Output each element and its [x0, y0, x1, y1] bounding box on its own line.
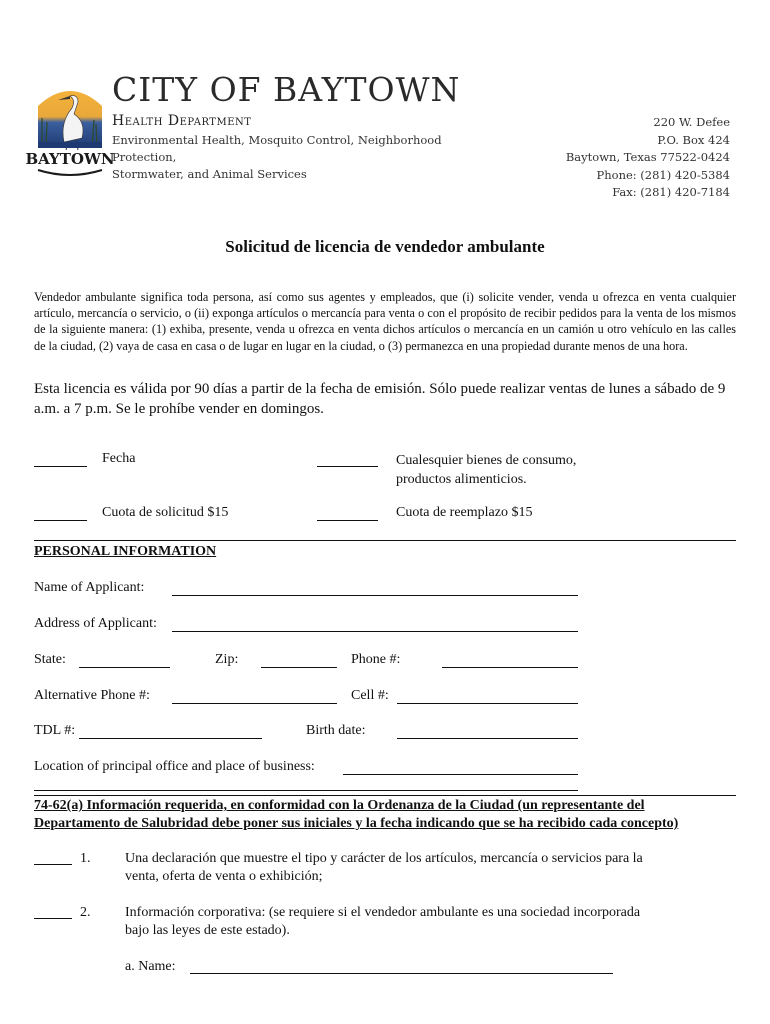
zip-label: Zip:	[215, 652, 239, 667]
alt-phone-field[interactable]	[172, 703, 337, 704]
cuota-label: Cuota de solicitud $15	[102, 505, 229, 520]
item-1-line-1: Una declaración que muestre el tipo y carácter de los artículos, mercancía o servicios para la	[125, 851, 643, 866]
bienes-line-1: Cualesquier bienes de consumo,	[396, 453, 577, 468]
name-label: Name of Applicant:	[34, 580, 145, 595]
cuota-blank[interactable]	[34, 520, 87, 521]
location-label: Location of principal office and place of business:	[34, 759, 315, 774]
baytown-logo	[25, 78, 115, 184]
phone-field[interactable]	[442, 667, 578, 668]
address-fax: Fax: (281) 420-7184	[612, 185, 730, 199]
location-field-2[interactable]	[34, 790, 578, 791]
fecha-blank[interactable]	[34, 466, 87, 467]
ordinance-line-1: 74-62(a) Información requerida, en conformidad con la Ordenanza de la Ciudad (un representante del	[34, 798, 645, 813]
item-1-line-2: venta, oferta de venta o exhibición;	[125, 869, 323, 884]
address-label: Address of Applicant:	[34, 616, 157, 631]
city-name: CITY OF BAYTOWN	[112, 70, 461, 109]
birth-label: Birth date:	[306, 723, 366, 738]
item-1-number: 1.	[80, 851, 91, 866]
phone-label: Phone #:	[351, 652, 401, 667]
item-1-initials[interactable]	[34, 864, 72, 865]
item-2-text	[125, 904, 725, 940]
bienes-label	[396, 451, 576, 489]
address-street: 220 W. Defee	[653, 115, 730, 129]
form-title: Solicitud de licencia de vendedor ambulante	[225, 237, 545, 256]
section-divider	[34, 540, 736, 541]
bienes-line-2: productos alimenticios.	[396, 472, 527, 487]
logo-text: BAYTOWN	[25, 150, 115, 168]
sub-a-label: a. Name:	[125, 959, 176, 974]
intro-paragraph: Vendedor ambulante significa toda persona, así como sus agentes y empleados, que (i) solicite vender, venda u ofrezca en venta cualquier artículo, mercancía o servicio, o (ii) exponga artículos o mercancía para venta o con el propósito de recibir pedidos para la venta de los mismos de la siguiente manera: (1) exhiba, presente, venda u ofrezca en venta dichos artículos o mercancía en un camión u otro vehículo en las calles de la ciudad, (2) vaya de casa en casa o de lugar en lugar en la ciudad, o (3) permanezca en una propiedad durante menos de una hora.	[34, 290, 736, 353]
sub-a-name-field[interactable]	[190, 973, 613, 974]
validity-paragraph: Esta licencia es válida por 90 días a partir de la fecha de emisión. Sólo puede realizar ventas de lunes a sábado de 9 a.m. a 7 p.m. Se le prohíbe vender en domingos.	[34, 381, 726, 417]
personal-info-heading: PERSONAL INFORMATION	[34, 544, 217, 559]
address-po-box: P.O. Box 424	[657, 132, 730, 147]
department-name: Health Department	[112, 113, 252, 129]
services-line-2: Stormwater, and Animal Services	[112, 167, 307, 181]
ordinance-heading	[34, 797, 736, 833]
name-field[interactable]	[172, 595, 578, 596]
location-field[interactable]	[343, 774, 578, 775]
ordinance-divider	[34, 795, 736, 796]
ordinance-line-2: Departamento de Salubridad debe poner sus iniciales y la fecha indicando que se ha recibido cada concepto)	[34, 816, 679, 831]
reemplazo-label: Cuota de reemplazo $15	[396, 505, 533, 520]
tdl-field[interactable]	[79, 738, 262, 739]
item-1-text	[125, 850, 725, 886]
state-field[interactable]	[79, 667, 170, 668]
alt-phone-label: Alternative Phone #:	[34, 688, 150, 703]
address-field[interactable]	[172, 631, 578, 632]
bienes-blank[interactable]	[317, 466, 378, 467]
reemplazo-blank[interactable]	[317, 520, 378, 521]
birth-field[interactable]	[397, 738, 578, 739]
item-2-initials[interactable]	[34, 918, 72, 919]
item-2-number: 2.	[80, 905, 91, 920]
services-line-1: Environmental Health, Mosquito Control, Neighborhood Protection,	[112, 133, 442, 164]
address-city: Baytown, Texas 77522-0424	[565, 150, 730, 164]
cell-field[interactable]	[397, 703, 578, 704]
fecha-label: Fecha	[102, 451, 136, 466]
item-2-line-1: Información corporativa: (se requiere si el vendedor ambulante es una sociedad incorporada	[125, 905, 641, 920]
tdl-label: TDL #:	[34, 723, 76, 738]
address-phone: Phone: (281) 420-5384	[596, 167, 730, 182]
item-2-line-2: bajo las leyes de este estado).	[125, 923, 290, 938]
cell-label: Cell #:	[351, 688, 389, 703]
state-label: State:	[34, 652, 66, 667]
contact-address	[566, 114, 730, 202]
services-text	[112, 132, 472, 183]
zip-field[interactable]	[261, 667, 337, 668]
